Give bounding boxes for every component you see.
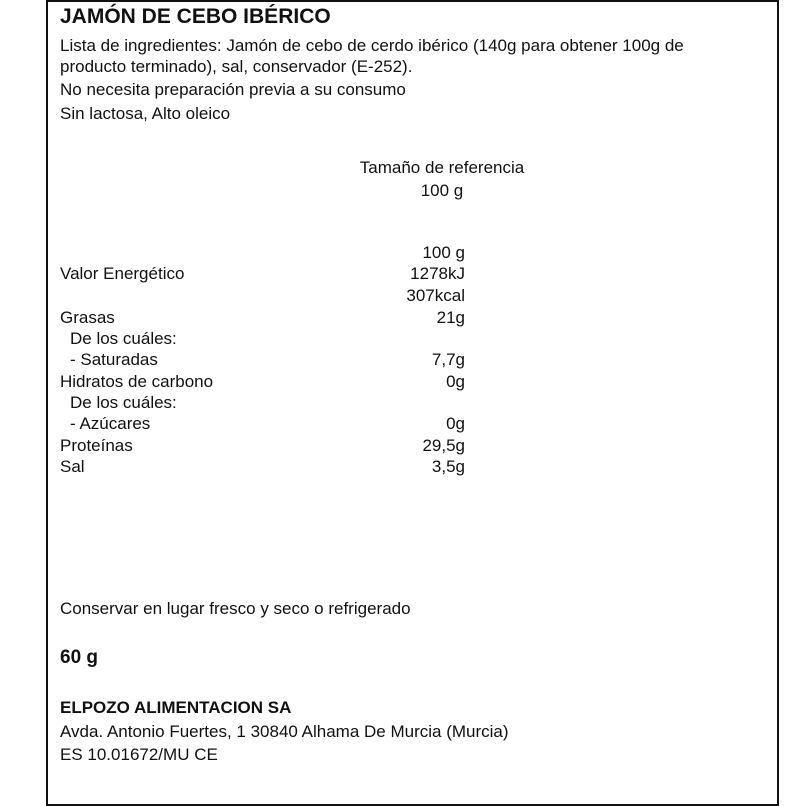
reference-size-label: Tamaño de referencia bbox=[359, 158, 525, 177]
storage-instructions: Conservar en lugar fresco y seco o refrigerado bbox=[60, 599, 411, 618]
column-header-value: 100 g bbox=[422, 243, 465, 262]
nutrition-row-proteins bbox=[60, 436, 480, 456]
nutrition-label: Sal bbox=[60, 457, 85, 476]
nutrition-row-salt bbox=[60, 457, 480, 477]
company-address: Avda. Antonio Fuertes, 1 30840 Alhama De Murcia (Murcia) bbox=[60, 722, 509, 741]
nutrition-label: Valor Energético bbox=[60, 264, 185, 283]
nutrition-row-kcal bbox=[60, 286, 480, 306]
nutrition-row-saturated bbox=[60, 350, 480, 370]
reference-size-value: 100 g bbox=[420, 181, 464, 200]
nutrition-value: 0g bbox=[446, 414, 465, 433]
nutrition-label: - Saturadas bbox=[70, 350, 158, 369]
preparation-note: No necesita preparación previa a su consumo bbox=[60, 80, 406, 99]
nutrition-row-fats bbox=[60, 308, 480, 328]
nutrition-value: 29,5g bbox=[422, 436, 465, 455]
nutrition-value: 307kcal bbox=[406, 286, 465, 305]
nutrition-row-carbohydrates bbox=[60, 372, 480, 392]
ingredients-line-1: Lista de ingredientes: Jamón de cebo de cerdo ibérico (140g para obtener 100g de bbox=[60, 36, 684, 55]
nutrition-row-energy bbox=[60, 264, 480, 284]
nutrition-row-sugars bbox=[60, 414, 480, 434]
nutrition-label: Grasas bbox=[60, 308, 115, 327]
nutrition-label: Proteínas bbox=[60, 436, 133, 455]
product-claims: Sin lactosa, Alto oleico bbox=[60, 104, 231, 123]
net-weight: 60 g bbox=[60, 647, 99, 668]
nutrition-label: De los cuáles: bbox=[70, 393, 177, 412]
product-title: JAMÓN DE CEBO IBÉRICO bbox=[60, 5, 331, 28]
nutrition-column-header bbox=[60, 243, 480, 263]
nutrition-value: 1278kJ bbox=[410, 264, 465, 283]
nutrition-value: 21g bbox=[436, 308, 465, 327]
nutrition-label: Hidratos de carbono bbox=[60, 372, 214, 391]
company-name: ELPOZO ALIMENTACION SA bbox=[60, 698, 292, 717]
nutrition-row-carbs-of-which bbox=[60, 393, 480, 413]
nutrition-value: 0g bbox=[446, 372, 465, 391]
nutrition-value: 7,7g bbox=[431, 350, 465, 369]
nutrition-row-fats-of-which bbox=[60, 329, 480, 349]
company-registry: ES 10.01672/MU CE bbox=[60, 745, 218, 764]
nutrition-label: De los cuáles: bbox=[70, 329, 177, 348]
nutrition-value: 3,5g bbox=[431, 457, 465, 476]
nutrition-label: - Azúcares bbox=[70, 414, 151, 433]
ingredients-line-2: producto terminado), sal, conservador (E-252). bbox=[60, 57, 413, 76]
